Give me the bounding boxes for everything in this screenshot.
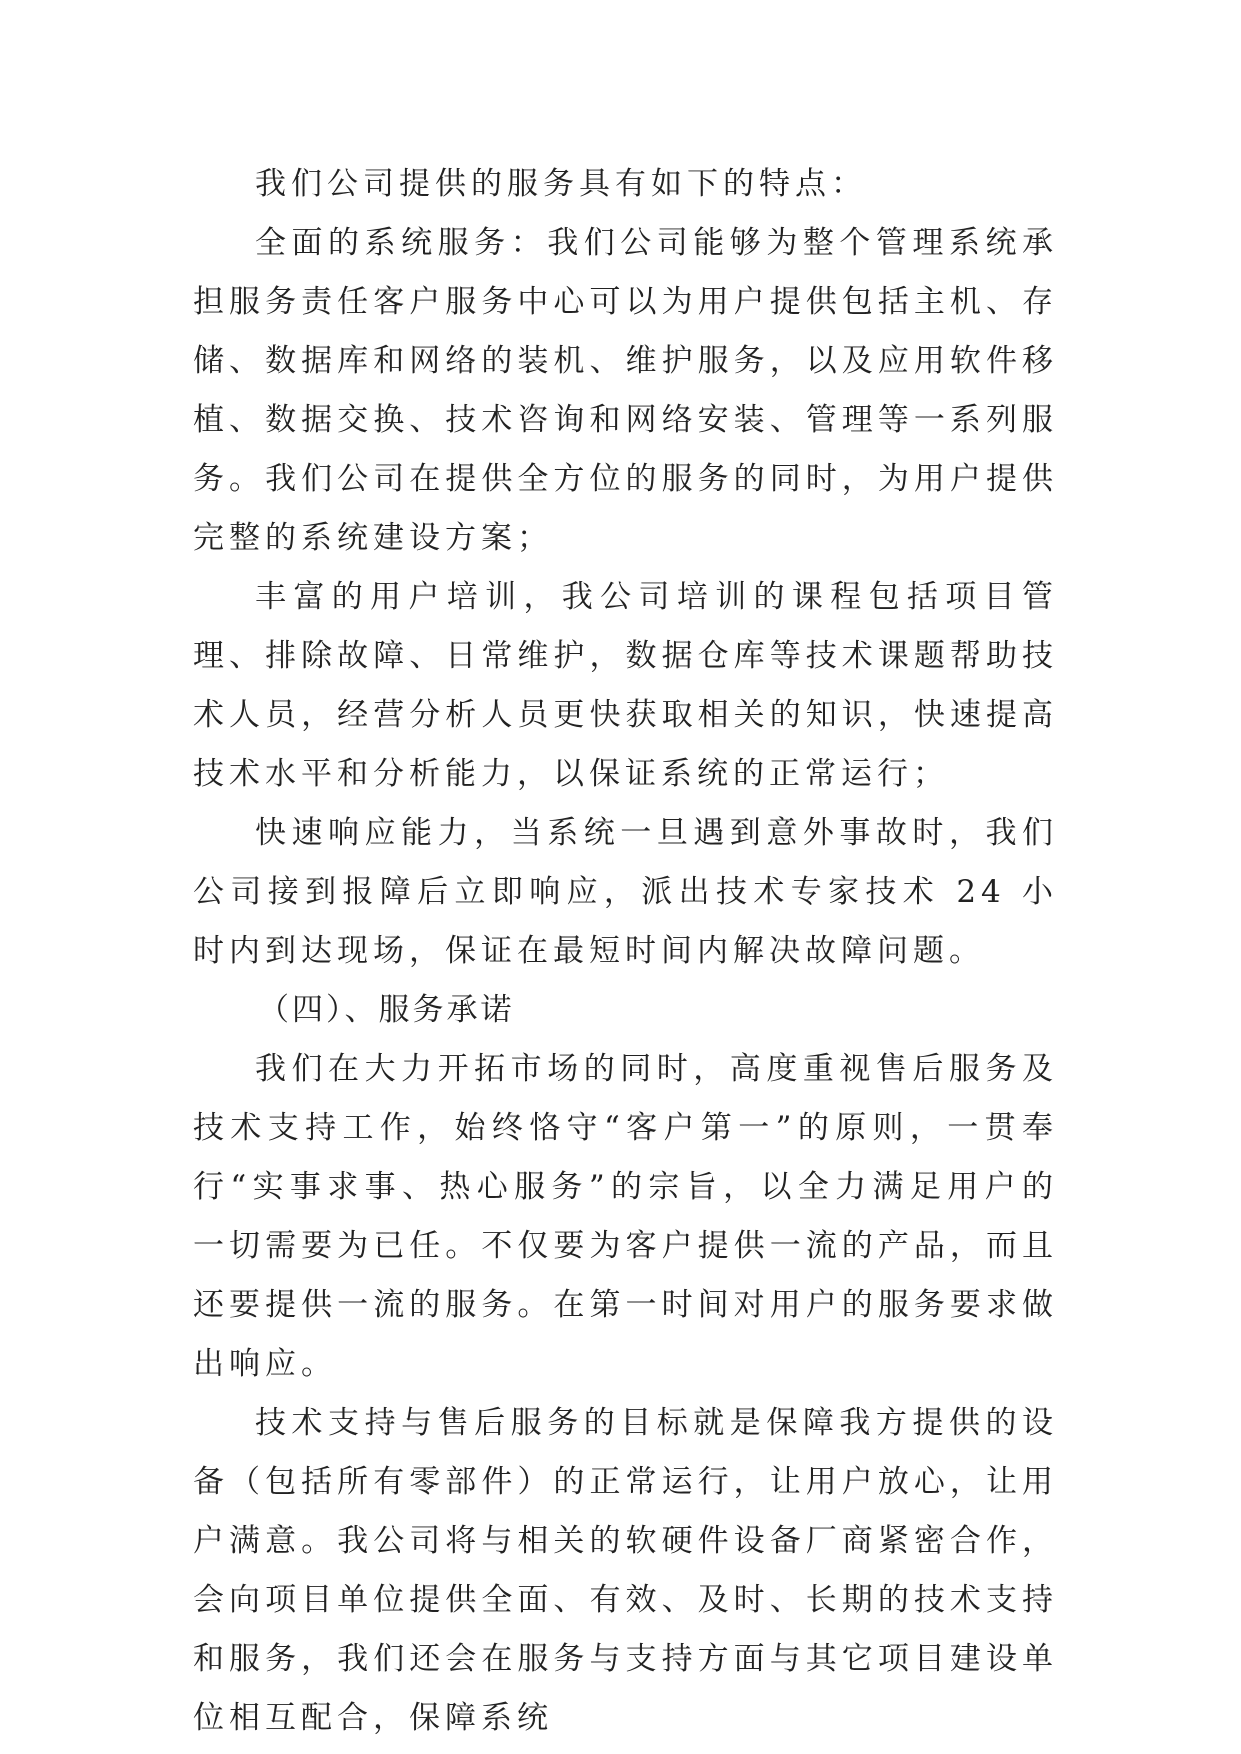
document-body bbox=[193, 155, 1058, 1748]
paragraph-system-service: 全面的系统服务：我们公司能够为整个管理系统承担服务责任客户服务中心可以为用户提供包括主机、存储、数据库和网络的装机、维护服务，以及应用软件移植、数据交换、技术咨询和网络安装、管理等一系列服务。我们公司在提供全方位的服务的同时，为用户提供完整的系统建设方案； bbox=[193, 225, 1058, 556]
section-heading-service-commitment: （四）、服务承诺 bbox=[258, 992, 515, 1028]
paragraph-features-intro: 我们公司提供的服务具有如下的特点： bbox=[255, 166, 867, 202]
paragraph-support-goal: 技术支持与售后服务的目标就是保障我方提供的设备（包括所有零部件）的正常运行，让用户放心，让用户满意。我公司将与相关的软硬件设备厂商紧密合作，会向项目单位提供全面、有效、及时、长期的技术支持和服务，我们还会在服务与支持方面与其它项目建设单位相互配合，保障系统 bbox=[193, 1405, 1058, 1736]
paragraph-user-training: 丰富的用户培训，我公司培训的课程包括项目管理、排除故障、日常维护，数据仓库等技术课题帮助技术人员，经营分析人员更快获取相关的知识，快速提高技术水平和分析能力，以保证系统的正常运行； bbox=[193, 579, 1058, 792]
paragraph-fast-response: 快速响应能力，当系统一旦遇到意外事故时，我们公司接到报障后立即响应，派出技术专家技术 24 小时内到达现场，保证在最短时间内解决故障问题。 bbox=[193, 815, 1058, 969]
paragraph-commitment: 我们在大力开拓市场的同时，高度重视售后服务及技术支持工作，始终恪守“客户第一”的原则，一贯奉行“实事求事、热心服务”的宗旨，以全力满足用户的一切需要为已任。不仅要为客户提供一流的产品，而且还要提供一流的服务。在第一时间对用户的服务要求做出响应。 bbox=[193, 1051, 1058, 1382]
